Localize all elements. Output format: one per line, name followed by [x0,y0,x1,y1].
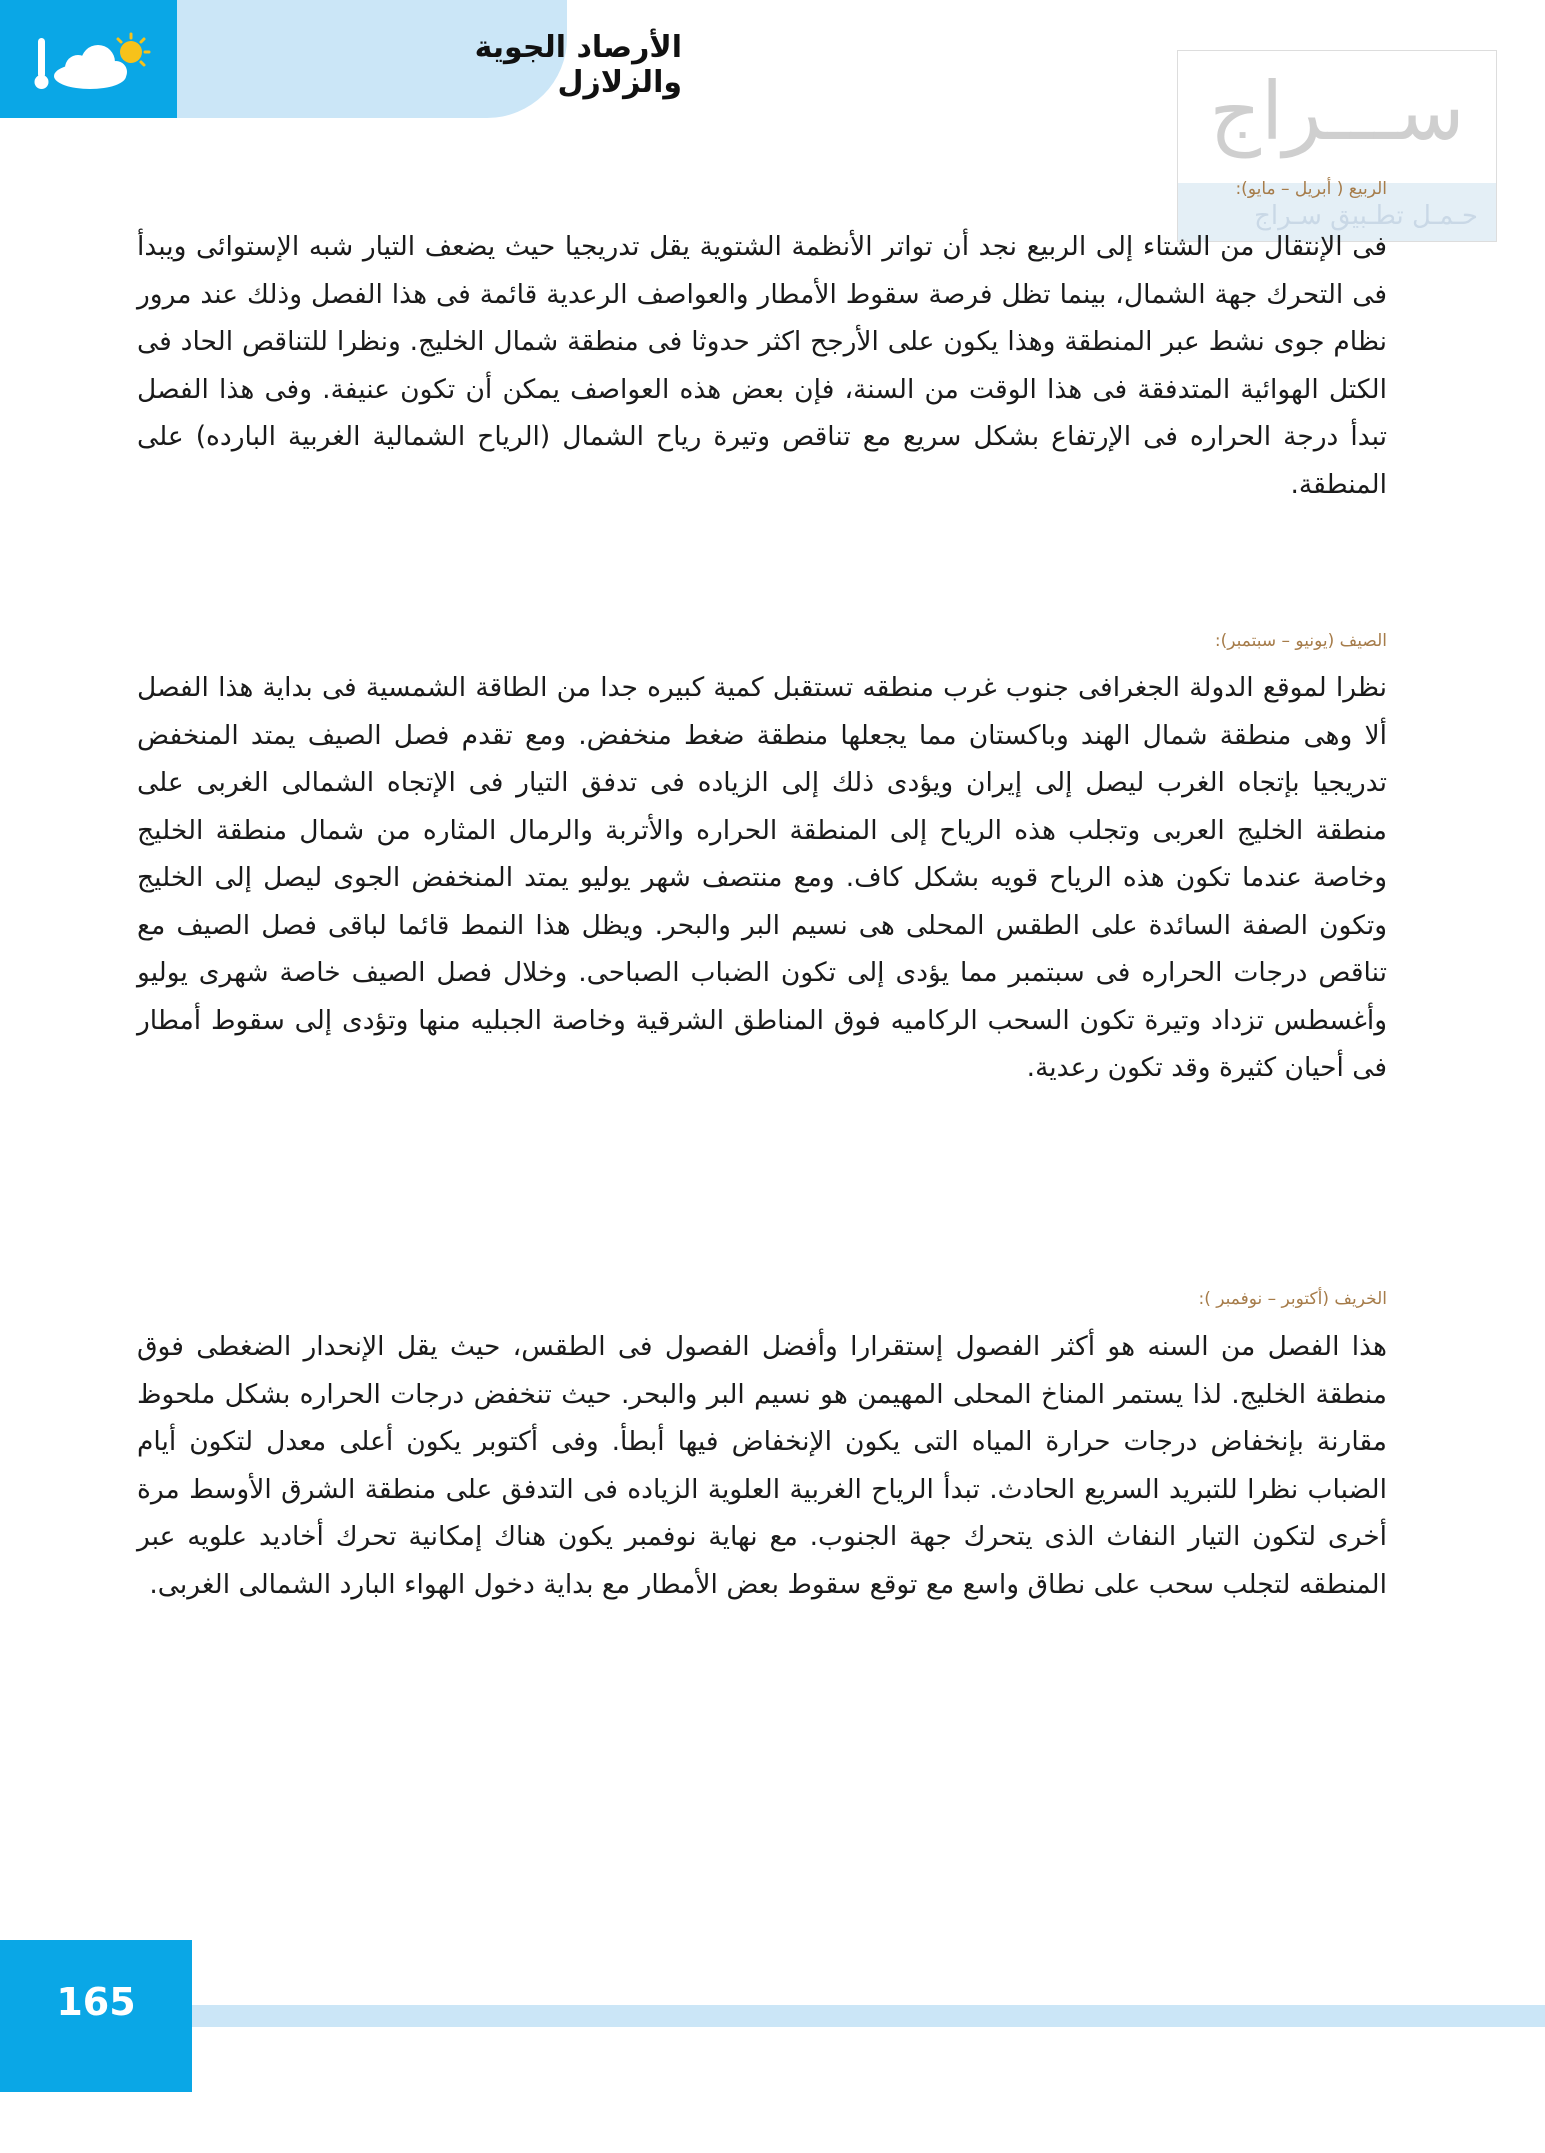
section-body-summer: نظرا لموقع الدولة الجغرافى جنوب غرب منطقه تستقبل كمية كبيره جدا من الطاقة الشمسية فى بداية هذا الفصل ألا وهى منطقة شمال الهند وباكستان مما يجعلها منطقة ضغط منخفض. ومع تقدم فصل الصيف يمتد المنخفض تدريجيا بإتجاه الغرب ليصل إلى إيران ويؤدى ذلك إلى الزياده فى تدفق التيار فى الإتجاه الشمالى الغربى على منطقة الخليج العربى وتجلب هذه الرياح إلى المنطقة الحراره والأتربة والرمال المثاره من شمال منطقة الخليج وخاصة عندما تكون هذه الرياح قويه بشكل كاف. ومع منتصف شهر يوليو يمتد المنخفض الجوى ليصل إلى الخليج وتكون الصفة السائدة على الطقس المحلى هى نسيم البر والبحر. ويظل هذا النمط قائما لباقى فصل الصيف مع تناقص درجات الحراره فى سبتمبر مما يؤدى إلى تكون الضباب الصباحى. وخلال فصل الصيف خاصة شهرى يوليو وأغسطس تزداد وتيرة تكون السحب الركاميه فوق المناطق الشرقية وخاصة الجبليه منها وتؤدى إلى سقوط أمطار فى أحيان كثيرة وقد تكون رعدية. [137,672,1387,1083]
section-heading-summer: الصيف (يونيو – سبتمبر): [1214,631,1387,651]
section-heading-autumn: الخريف (أكتوبر – نوفمبر ): [1198,1289,1387,1309]
sun-disc [120,41,142,63]
chapter-title: الأرصاد الجوية والزلازل [474,30,682,100]
footer-bar [177,2005,1545,2027]
section-body-spring: فى الإنتقال من الشتاء إلى الربيع نجد أن تواتر الأنظمة الشتوية يقل تدريجيا حيث يضعف التيار شبه الإستوائى ويبدأ فى التحرك جهة الشمال، بينما تظل فرصة سقوط الأمطار والعواصف الرعدية قائمة فى هذا الفصل وذلك عند مرور نظام جوى نشط عبر المنطقة وهذا يكون على الأرجح اكثر حدوثا فى منطقة شمال الخليج. ونظرا للتناقص الحاد فى الكتل الهوائية المتدفقة فى هذا الوقت من السنة، فإن بعض هذه العواصف يمكن أن تكون عنيفة. وفى هذا الفصل تبدأ درجة الحراره فى الإرتفاع بشكل سريع مع تناقص وتيرة رياح الشمال (الرياح الشمالية الغربية البارده) على المنطقة. [137,231,1387,500]
thermometer-stem [38,38,45,78]
page-number: 165 [56,1980,136,2024]
watermark-logo: ســـراج [1209,65,1465,158]
section-heading-spring: الربيع ( أبريل – مايو): [1235,179,1387,199]
cloud-shape [54,45,127,89]
watermark-box [1177,50,1497,242]
weather-cloud-sun-thermometer-icon [28,30,158,95]
header-tab [177,0,682,118]
watermark-caption: حـمـل تطـبيق سـراج [1254,201,1478,231]
page-number-box [0,1940,192,2092]
section-body-autumn: هذا الفصل من السنه هو أكثر الفصول إستقرارا وأفضل الفصول فى الطقس، حيث يقل الإنحدار الضغطى فوق منطقة الخليج. لذا يستمر المناخ المحلى المهيمن هو نسيم البر والبحر. حيث تنخفض درجات الحراره بشكل ملحوظ مقارنة بإنخفاض درجات حرارة المياه التى يكون الإنخفاض فيها أبطأ. وفى أكتوبر يكون أعلى معدل لتكون أيام الضباب نظرا للتبريد السريع الحادث. تبدأ الرياح الغربية العلوية الزياده فى التدفق على منطقة الشرق الأوسط مرة أخرى لتكون التيار النفاث الذى يتحرك جهة الجنوب. مع نهاية نوفمبر يكون هناك إمكانية تحرك أخاديد علويه عبر المنطقه لتجلب سحب على نطاق واسع مع توقع سقوط بعض الأمطار مع بداية دخول الهواء البارد الشمالى الغربى. [137,1331,1387,1600]
thermometer-bulb [35,75,49,89]
